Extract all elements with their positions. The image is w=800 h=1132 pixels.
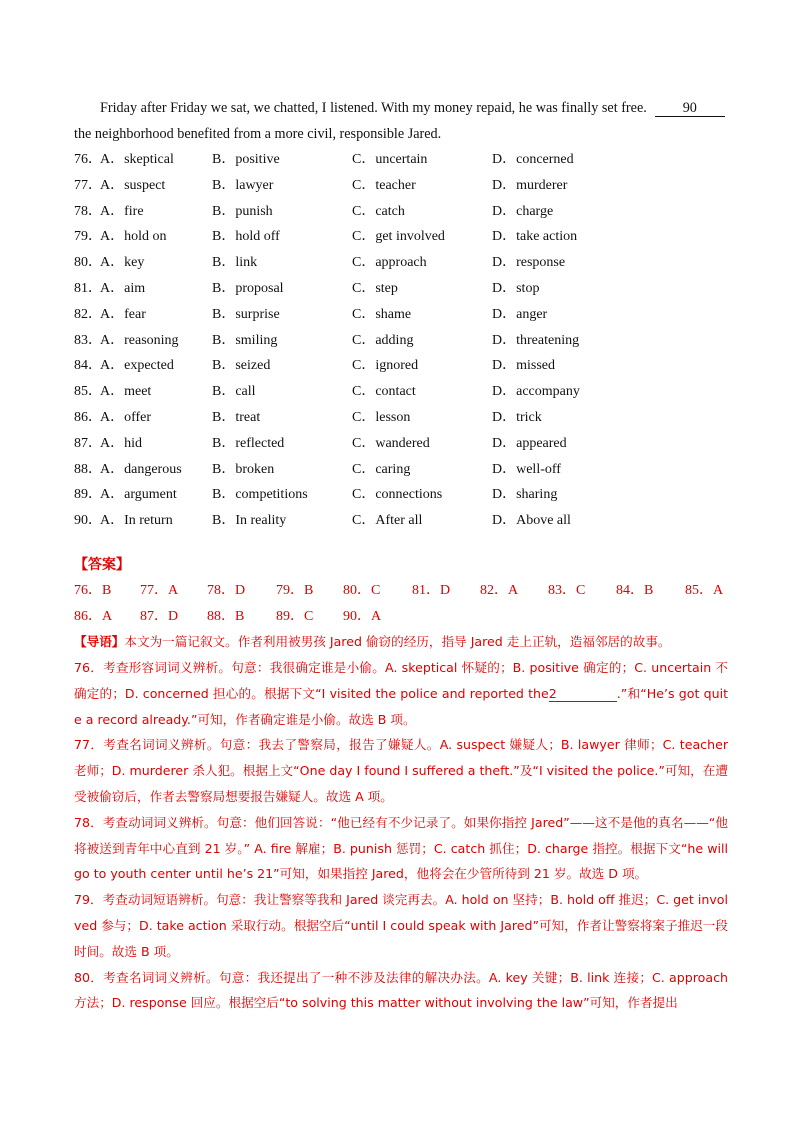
- answer-86: 86．A: [74, 608, 113, 624]
- question-row: [74, 328, 728, 354]
- answer-85: 85．A: [685, 583, 724, 598]
- option-a: A．aim: [100, 280, 146, 296]
- question-number: 80．: [74, 255, 102, 271]
- answer-78: 78．D: [207, 583, 246, 598]
- question-row: [74, 250, 728, 276]
- question-number: 86．: [74, 409, 102, 425]
- question-section: [74, 95, 728, 534]
- option-c: C．ignored: [352, 358, 419, 374]
- passage-line-1: [74, 95, 728, 121]
- question-row: [74, 224, 728, 250]
- passage-line-2: the neighborhood benefited from a more civil, responsible Jared.: [74, 126, 442, 142]
- option-d: D．charge: [492, 203, 554, 219]
- option-b: B．surprise: [212, 306, 280, 322]
- option-d: D．well-off: [492, 461, 561, 477]
- option-d: D．trick: [492, 409, 542, 425]
- answer-87: 87．D: [140, 608, 179, 624]
- option-d: D．concerned: [492, 152, 574, 167]
- option-d: D．response: [492, 255, 566, 271]
- answer-79: 79．B: [276, 583, 314, 598]
- question-row: [74, 276, 728, 302]
- option-a: A．skeptical: [100, 152, 174, 167]
- option-a: A．argument: [100, 487, 177, 503]
- option-a: A．fear: [100, 306, 146, 322]
- explanation-77: 77．考查名词词义辨析。句意：我去了警察局，报告了嫌疑人。A. suspect 嫌疑人；B. lawyer 律师；C. teacher 老师；D. murderer 杀人犯。根据上文“One day I found I suffered a theft.”及“I visited the police.”可知，在遭受被偷窃后，作者去警察局想要报告嫌疑人。故选 A 项。: [74, 737, 728, 804]
- option-b: B．smiling: [212, 332, 278, 348]
- option-d: D．stop: [492, 280, 540, 296]
- option-c: C．teacher: [352, 177, 416, 193]
- answer-88: 88．B: [207, 608, 245, 624]
- option-c: C．catch: [352, 203, 405, 219]
- question-row: [74, 457, 728, 483]
- option-d: D．threatening: [492, 332, 580, 348]
- option-a: A．hold on: [100, 229, 167, 245]
- question-row: [74, 173, 728, 199]
- option-c: C．connections: [352, 487, 443, 503]
- answer-row-2: [74, 604, 728, 630]
- option-c: C．step: [352, 280, 398, 296]
- option-d: D．take action: [492, 229, 578, 245]
- question-number: 88．: [74, 461, 102, 477]
- question-number: 78．: [74, 203, 102, 219]
- answer-analysis-section: [74, 553, 728, 1016]
- question-number: 82．: [74, 306, 102, 322]
- options-list: [74, 147, 728, 534]
- question-number: 77．: [74, 177, 102, 193]
- question-row: [74, 508, 728, 534]
- option-b: B．broken: [212, 461, 275, 477]
- option-c: C．get involved: [352, 229, 445, 245]
- option-b: B．competitions: [212, 487, 308, 503]
- answer-80: 80．C: [343, 583, 381, 598]
- answer-89: 89．C: [276, 608, 314, 624]
- explanation-76: [74, 655, 728, 732]
- option-c: C．After all: [352, 513, 423, 529]
- question-number: 81．: [74, 280, 102, 296]
- answer-76: 76．B: [74, 583, 112, 598]
- option-a: A．In return: [100, 513, 173, 529]
- explanation-78: 78．考查动词词义辨析。句意：他们回答说：“他已经有不少记录了。如果你指控 Jared”——这不是他的真名——“他将被送到青年中心直到 21 岁。” A. fire 解雇；B. punish 惩罚；C. catch 抓住；D. charge 指控。根据下文“he will go to youth center until he’s 21”可知，如果指控 Jared，他将会在少管所待到 21 岁。故选 D 项。: [74, 814, 728, 882]
- option-a: A．reasoning: [100, 332, 179, 348]
- passage-text: Friday after Friday we sat, we chatted, I listened. With my money repaid, he was finally set free.: [100, 100, 647, 116]
- option-c: C．adding: [352, 332, 414, 348]
- guide-tag: 【导语】: [74, 634, 125, 650]
- option-d: D．Above all: [492, 513, 571, 529]
- explanation-79: 79．考查动词短语辨析。句意：我让警察等我和 Jared 谈完再去。A. hold on 坚持；B. hold off 推迟；C. get involved 参与；D. take action 采取行动。根据空后“until I could speak with Jared”可知，作者让警察将案子推迟一段时间。故选 B 项。: [74, 892, 728, 959]
- guide-text: 本文为一篇记叙文。作者利用被男孩 Jared 偷窃的经历，指导 Jared 走上正轨，造福邻居的故事。: [124, 634, 671, 650]
- option-c: C．approach: [352, 255, 427, 271]
- option-b: B．call: [212, 384, 256, 400]
- option-d: D．appeared: [492, 435, 567, 451]
- option-d: D．sharing: [492, 487, 558, 503]
- question-row: [74, 482, 728, 508]
- guide-paragraph: [74, 629, 728, 655]
- option-a: A．key: [100, 255, 145, 271]
- answer-81: 81．D: [412, 583, 451, 598]
- option-c: C．shame: [352, 306, 412, 322]
- question-row: [74, 379, 728, 405]
- option-b: B．lawyer: [212, 177, 274, 193]
- option-a: A．meet: [100, 384, 152, 400]
- question-row: [74, 405, 728, 431]
- question-number: 83．: [74, 332, 102, 348]
- answer-82: 82．A: [480, 583, 519, 598]
- explanation-76-part-1: 76．考查形容词词义辨析。句意：我很确定谁是小偷。A. skeptical 怀疑的；B. positive 确定的；C. uncertain 不确定的；D. concerned 担心的。根据下文“I visited the police and reported the: [74, 659, 728, 701]
- question-row: [74, 431, 728, 457]
- option-a: A．dangerous: [100, 461, 182, 477]
- answer-77: 77．A: [140, 583, 179, 598]
- answer-90: 90．A: [343, 608, 382, 624]
- option-d: D．murderer: [492, 177, 568, 193]
- option-c: C．contact: [352, 384, 416, 400]
- option-b: B．hold off: [212, 229, 280, 245]
- question-row: [74, 199, 728, 225]
- question-number: 79．: [74, 229, 102, 245]
- option-c: C．lesson: [352, 409, 411, 425]
- question-number: 85．: [74, 384, 102, 400]
- option-b: B．treat: [212, 409, 261, 425]
- question-number: 87．: [74, 435, 102, 451]
- question-number: 90．: [74, 513, 102, 529]
- option-d: D．anger: [492, 306, 548, 322]
- question-row: [74, 147, 728, 173]
- option-d: D．missed: [492, 358, 555, 374]
- passage: [74, 95, 728, 147]
- answer-row-1: [74, 578, 728, 604]
- option-b: B．seized: [212, 358, 271, 374]
- option-b: B．positive: [212, 152, 280, 167]
- question-number: 89．: [74, 487, 102, 503]
- option-c: C．caring: [352, 461, 411, 477]
- explanation-80: 80．考查名词词义辨析。句意：我还提出了一种不涉及法律的解决办法。A. key 关键；B. link 连接；C. approach 方法；D. response 回应。根据空后“to solving this matter without involving the law”可知，作者提出: [74, 969, 728, 1011]
- option-a: A．fire: [100, 203, 144, 219]
- option-d: D．accompany: [492, 384, 580, 400]
- option-b: B．proposal: [212, 280, 284, 296]
- option-b: B．punish: [212, 203, 273, 219]
- question-row: [74, 302, 728, 328]
- option-c: C．uncertain: [352, 152, 428, 167]
- option-a: A．hid: [100, 435, 142, 451]
- question-number: 84．: [74, 358, 102, 374]
- answer-83: 83．C: [548, 583, 586, 598]
- option-a: A．expected: [100, 358, 174, 374]
- option-a: A．offer: [100, 409, 152, 425]
- option-a: A．suspect: [100, 177, 166, 193]
- answer-84: 84．B: [616, 583, 654, 598]
- option-c: C．wandered: [352, 435, 430, 451]
- option-b: B．reflected: [212, 435, 285, 451]
- answer-heading: 【答案】: [74, 557, 130, 573]
- explanation-76-blank: 2: [549, 686, 617, 702]
- question-row: [74, 353, 728, 379]
- explanation-76-part-2: .”和“He’s got quite a record already.”可知，作者确定谁是小偷。故选 B 项。: [74, 685, 729, 727]
- option-b: B．In reality: [212, 513, 287, 529]
- blank-90: 90: [655, 100, 725, 117]
- question-number: 76．: [74, 152, 102, 167]
- option-b: B．link: [212, 255, 258, 271]
